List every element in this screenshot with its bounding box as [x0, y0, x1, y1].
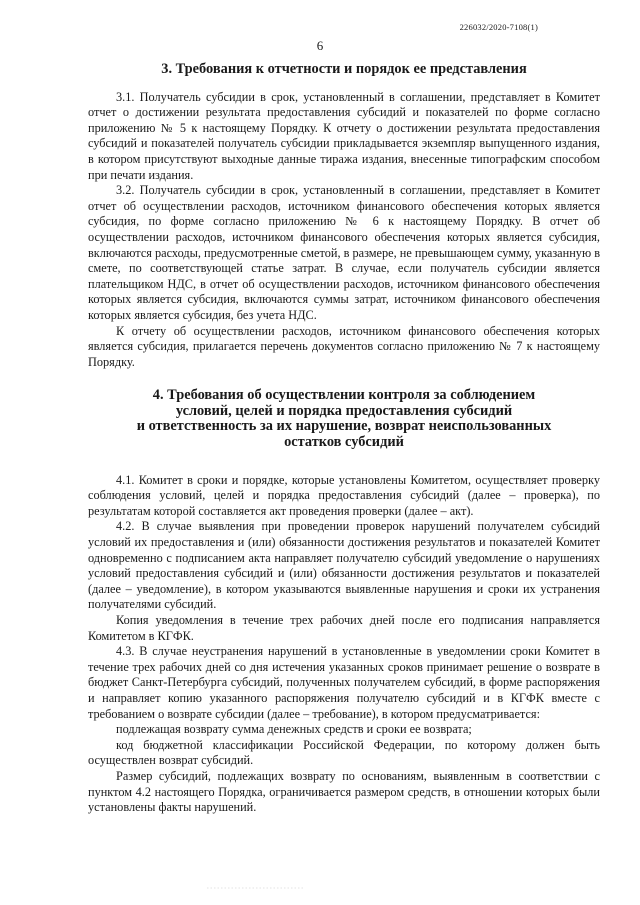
page-number: 6	[316, 38, 324, 53]
clause-4-3-limit: Размер субсидий, подлежащих возврату по основаниям, выявленным в соответствии с пунктом 4.2 настоящего Порядка, ограничивается размером средств, в отношении которых были установлены факты нарушений.	[88, 768, 600, 815]
clause-4-1: 4.1. Комитет в сроки и порядке, которые установлены Комитетом, осуществляет проверку соблюдения условий, целей и порядка предоставления субсидий (далее – проверка), по результатам которой составляется акт проведения проверки (далее – акт).	[88, 472, 600, 518]
clause-4-2: 4.2. В случае выявления при проведении проверок нарушений получателем субсидий условий их предоставления и (или) обязанности достижения результатов и показателей Комитет одновременно с подписанием акта направляет получателю субсидий уведомление о нарушениях условий предоставления субсидий и (или) обязанности достижения результатов и показателей (далее – уведомление), в котором указываются выявленные нарушения и сроки их устранения получателями субсидий.	[88, 519, 600, 612]
clause-3-1: 3.1. Получатель субсидии в срок, установленный в соглашении, представляет в Комитет отчет о достижении результата предоставления субсидий и показателей по форме согласно приложению № 5 к настоящему Порядку. К отчету о достижении результата предоставления субсидий и показателей получатель субсидии прикладывается экземпляр выпущенного издания, в котором присутствуют выходные данные тиража издания, внесенные типографским способом при печати издания.	[88, 89, 600, 182]
document-body	[88, 62, 600, 816]
section-4-heading-line: остатков субсидий	[284, 434, 404, 451]
section-3-heading: 3. Требования к отчетности и порядок ее представления	[161, 61, 527, 77]
clause-3-2: 3.2. Получатель субсидии в срок, установленный в соглашении, представляет в Комитет отчет об осуществлении расходов, источником финансового обеспечения которых является субсидия, по форме согласно приложению № 6 к настоящему Порядку. В отчет об осуществлении расходов, источником финансового обеспечения которых является субсидия, включаются расходы, предусмотренные сметой, в размере, не превышающем сумму, указанную в смете, по соответствующей статье затрат. В случае, если получатель субсидии является плательщиком НДС, в отчет об осуществлении расходов, источником финансового обеспечения которых является субсидия, включаются суммы затрат, источником финансового обеспечения которых является субсидия, без учета НДС.	[88, 183, 601, 322]
clause-4-2-copy: Копия уведомления в течение трех рабочих дней после его подписания направляется Комитетом в КГФК.	[88, 613, 600, 643]
clause-4-3: 4.3. В случае неустранения нарушений в установленные в уведомлении сроки Комитет в течение трех рабочих дней со дня истечения указанных сроков принимает решение о возврате в бюджет Санкт-Петербурга субсидий, полученных получателем субсидий, в форме распоряжения и направляет копию указанного распоряжения получателю субсидий и в КГФК вместе с требованием о возврате субсидии (далее – требование), в котором предусматривается:	[88, 644, 600, 721]
clause-3-2-attachment: К отчету об осуществлении расходов, источником финансового обеспечения которых является субсидия, прилагается перечень документов согласно приложению № 7 к настоящему Порядку.	[88, 323, 600, 369]
section-4-heading-line: и ответственность за их нарушение, возврат неиспользованных	[136, 418, 552, 435]
section-4-heading	[88, 388, 600, 450]
section-4-heading-line: 4. Требования об осуществлении контроля за соблюдением	[152, 387, 536, 404]
clause-4-3-item-amount: подлежащая возврату сумма денежных средств и сроки ее возврата;	[116, 722, 472, 737]
clause-4-3-item-code: код бюджетной классификации Российской Федерации, по которому должен быть осуществлен возврат субсидий.	[88, 737, 600, 768]
section-4-heading-line: условий, целей и порядка предоставления субсидий	[175, 402, 513, 419]
scan-margin-mark	[207, 883, 303, 893]
document-registration-code: 226032/2020-7108(1)	[459, 22, 538, 32]
